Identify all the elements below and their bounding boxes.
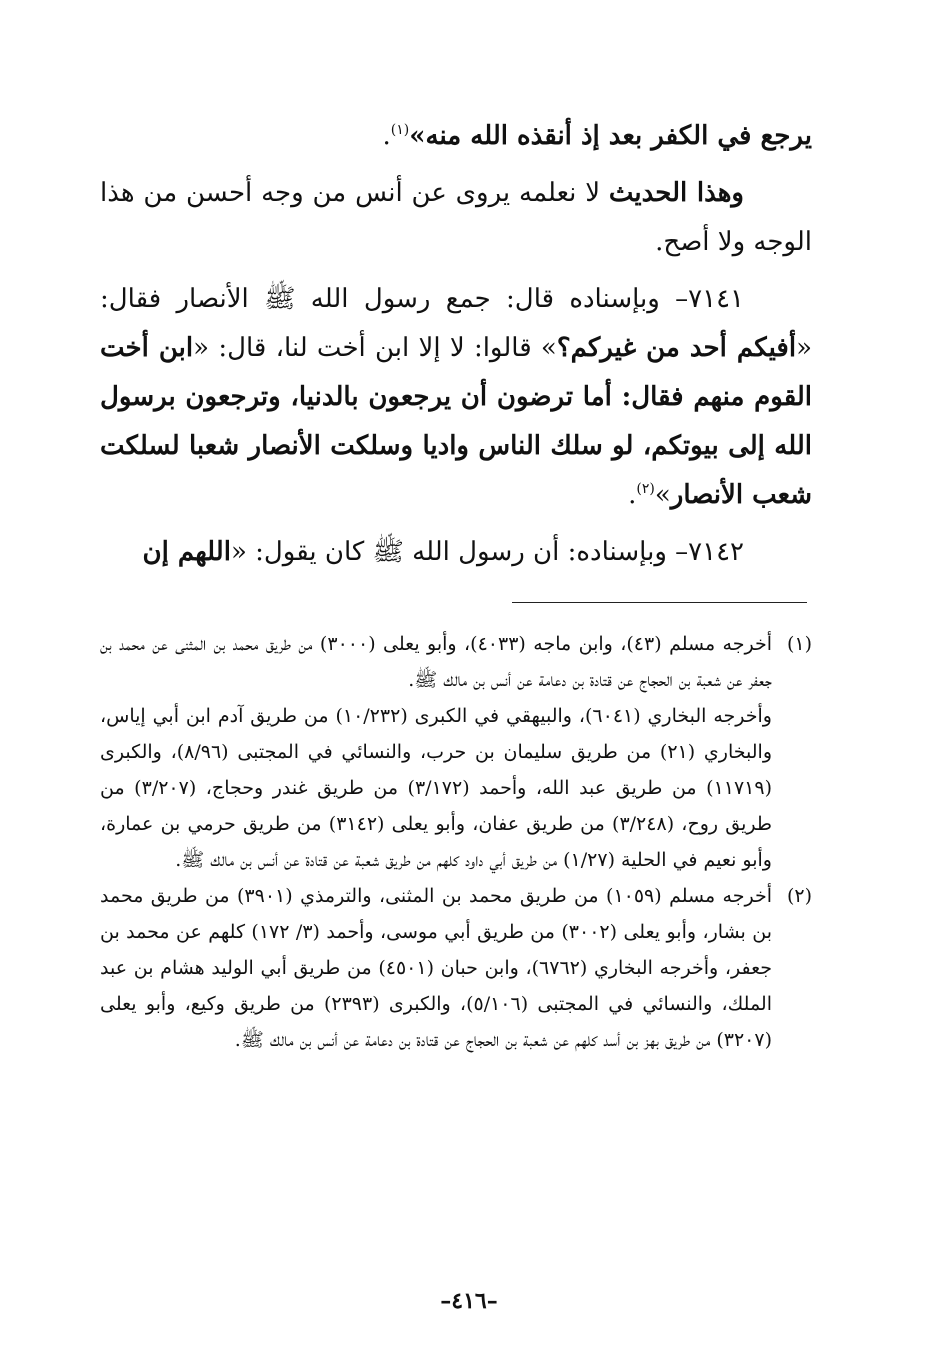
footnote-2 <box>100 878 812 1058</box>
paragraph-hadith-end <box>100 112 812 161</box>
hadith-7141-middle: » قالوا: لا إلا ابن أخت لنا، قال: « <box>193 333 557 363</box>
hadith-7141-quote-1: أفيكم أحد من غيركم؟ <box>556 333 797 363</box>
paragraph-hadith-7141 <box>100 275 812 520</box>
hadith-7142-quote: اللهم إن <box>142 537 231 567</box>
hadith-7141-quote-2: ابن أخت القوم منهم فقال: أما ترضون أن يرجعون بالدنيا، وترجعون برسول الله إلى بيوتكم، لو سلك الناس واديا وسلكت الأنصار شعبا لسلكت شعب الأنصار <box>100 333 812 510</box>
paragraph-hadith-7142 <box>100 528 812 577</box>
grading-text: لا نعلمه يروى عن أنس من وجه أحسن من هذا الوجه ولا أصح. <box>100 178 812 257</box>
hadith-text-bold: يرجع في الكفر بعد إذ أنقذه الله منه» <box>409 121 812 151</box>
hadith-7141-close: » <box>654 480 671 510</box>
footnote-ref-1[interactable]: (١) <box>390 122 410 138</box>
footnote-paragraph: أخرجه مسلم (١٠٥٩) من طريق محمد بن المثنى، والترمذي (٣٩٠١) من طريق محمد بن بشار، وأبو يعلى (٣٠٠٢) من طريق أبي موسى، وأحمد (٣/ ١٧٢) كلهم عن محمد بن جعفر، وأخرجه البخاري (٦٧٦٢)، وابن حبان (٤٥٠١) من طريق أبي الوليد هشام بن عبد الملك، والنسائي في المجتبى (٥/١٠٦)، والكبرى (٢٣٩٣) من طريق وكيع، وأبو يعلى (٣٢٠٧) من طريق بهز بن أسد كلهم عن شعبة بن الحجاج عن قتادة بن دعامة عن أنس بن مالك ﷺ. <box>100 885 772 1051</box>
footnote-paragraph: وأخرجه البخاري (٦٠٤١)، والبيهقي في الكبرى (١٠/٢٣٢) من طريق آدم ابن أبي إياس، والبخاري (٢١) من طريق سليمان بن حرب، والنسائي في المجتبى (٨/٩٦)، والكبرى (١١٧١٩) من طريق عبد الله، وأحمد (٣/١٧٢) من طريق غندر وحجاج، (٣/٢٠٧) من طريق روح، (٣/٢٤٨) من طريق عفان، وأبو يعلى (٣١٤٢) من طريق حرمي بن عمارة، وأبو نعيم في الحلية (١/٢٧) من طريق أبي داود كلهم من طريق شعبة عن قتادة عن أنس بن مالك ﷺ. <box>100 705 773 871</box>
footnotes <box>100 626 812 1058</box>
hadith-7142-intro: ٧١٤٢– وبإسناده: أن رسول الله ﷺ كان يقول: « <box>230 537 744 567</box>
grading-bold: وهذا الحديث <box>608 178 744 208</box>
footnote-separator <box>512 602 807 603</box>
period: . <box>382 121 391 151</box>
hadith-7141-intro: ٧١٤١– وبإسناده قال: جمع رسول الله ﷺ الأنصار فقال: « <box>100 284 812 363</box>
footnote-number: (١) <box>786 633 812 655</box>
footnote-number: (٢) <box>786 885 812 907</box>
footnote-ref-2[interactable]: (٢) <box>636 481 655 497</box>
footnote-1 <box>100 626 812 878</box>
footnote-paragraph: أخرجه مسلم (٤٣)، وابن ماجه (٤٠٣٣)، وأبو يعلى (٣٠٠٠) من طريق محمد بن المثنى عن محمد بن جعفر عن شعبة بن الحجاج عن قتادة بن دعامة عن أنس بن مالك ﷺ. <box>100 633 773 691</box>
page-number: –٤١٦– <box>440 1288 498 1314</box>
period: . <box>628 480 637 510</box>
paragraph-grading <box>100 169 812 267</box>
main-text <box>100 112 812 577</box>
